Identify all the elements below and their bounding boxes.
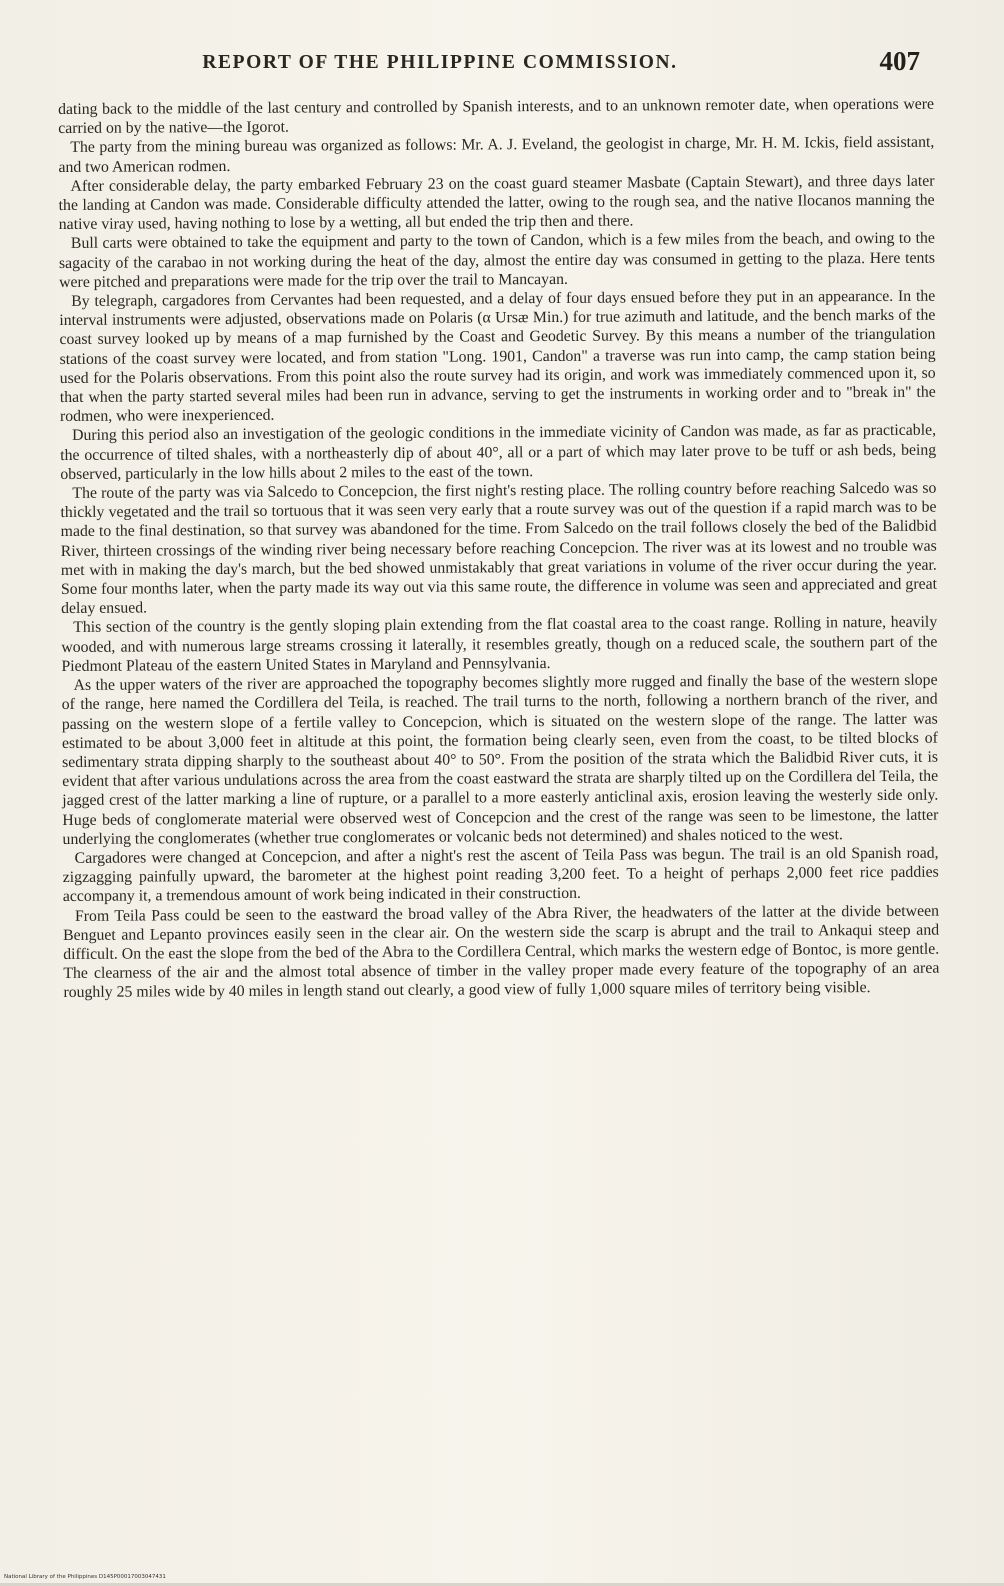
paragraph-10: Cargadores were changed at Concepcion, and after a night's rest the ascent of Teila Pass was begun. The trail is an old Spanish road, zigzagging painfully upward, the barometer at the highest point reading 3,200 feet. To a height of perhaps 2,000 feet rice paddies accompany it, a tremendous amount of work being indicated in their construction. [62,844,939,906]
page-header [40,46,920,86]
paragraph-3: After considerable delay, the party embarked February 23 on the coast guard steamer Masbate (Captain Stewart), and three days later the landing at Candon was made. Considerable difficulty attended the latter, owing to the rough sea, and the native Ilocanos manning the native viray used, having nothing to lose by a wetting, all but ended the trip then and there. [58,172,935,234]
paragraph-5: By telegraph, cargadores from Cervantes had been requested, and a delay of four days ensued before they put in an appearance. In the interval instruments were adjusted, observations made on Polaris (α Ursæ Min.) for true azimuth and latitude, and the bench marks of the coast survey looked up by means of a map furnished by the Coast and Geodetic Survey. By this means a number of the triangulation stations of the coast survey were located, and from station "Long. 1901, Candon" a traverse was run into camp, the camp station being used for the Polaris observations. From this point also the route survey had its origin, and work was immediately commenced upon it, so that when the party started several miles had been run in advance, serving to get the instruments in working order and to "break in" the rodmen, who were inexperienced. [59,287,936,426]
running-head-title: REPORT OF THE PHILIPPINE COMMISSION. [202,52,678,73]
paragraph-1: dating back to the middle of the last century and controlled by Spanish interests, and to an unknown remoter date, when operations were carried on by the native—the Igorot. [58,95,935,138]
paragraph-2: The party from the mining bureau was organized as follows: Mr. A. J. Eveland, the geologist in charge, Mr. H. M. Ickis, field assistant, and two American rodmen. [58,134,935,176]
paragraph-7: The route of the party was via Salcedo to Concepcion, the first night's resting place. The rolling country before reaching Salcedo was so thickly vegetated and the trail so tortuous that it was seen very early that a route survey was out of the question if a rapid march was to be made to the final destination, so that survey was abandoned for the time. From Salcedo on the trail follows closely the bed of the Balidbid River, thirteen crossings of the winding river being necessary before reaching Concepcion. The river was at its lowest and no trouble was met with in making the day's march, but the bed showed unmistakably that great variations in volume of the river occur during the year. Some four months later, when the party made its way out via this same route, the difference in volume was seen and appreciated and great delay ensued. [60,479,938,618]
paragraph-9: As the upper waters of the river are approached the topography becomes slightly more rugged and finally the base of the western slope of the range, here named the Cordillera del Teila, is reached. The trail turns to the north, following a northern branch of the river, and passing on the western slope of a fertile valley to Concepcion, which is situated on the western slope of the range. The latter was estimated to be about 3,000 feet in altitude at this point, the formation being clearly seen, even from the coast, to be tilted blocks of sedimentary strata dipping sharply to the southeast about 40° to 50°. From the position of the strata which the Balidbid River cuts, it is evident that after various undulations across the area from the coast eastward the strata are sharply tilted up on the Cordillera del Teila, the jagged crest of the latter marking a line of rupture, or a parallel to a more easterly anticlinal axis, erosion leaving the westerly side only. Huge beds of conglomerate material were observed west of Concepcion and the crest of the range was seen to be limestone, the latter underlying the conglomerates (whether true conglomerates or volcanic beds not determined) and shales noticed to the west. [61,671,939,848]
paragraph-6: During this period also an investigation of the geologic conditions in the immediate vicinity of Candon was made, as far as practicable, the occurrence of tilted shales, with a northeasterly dip of about 40°, all or a part of which may later prove to be tuff or ash beds, being observed, particularly in the low hills about 2 miles to the east of the town. [60,422,937,483]
paragraph-11: From Teila Pass could be seen to the eastward the broad valley of the Abra River, the headwaters of the latter at the divide between Benguet and Lepanto provinces easily seen in the clear air. On the western side the scarp is abrupt and the trail to Ankaqui steep and difficult. On the east the slope from the bed of the Abra to the Cordillera Central, which marks the western edge of Bontoc, is more gentle. The clearness of the air and the almost total absence of timber in the valley proper made every feature of the topography of an area roughly 25 miles wide by 40 miles in length stand out clearly, a good view of fully 1,000 square miles of territory being visible. [63,902,940,1002]
page-number: 407 [879,46,920,76]
paragraph-8: This section of the country is the gently sloping plain extending from the flat coastal area to the coast range. Rolling in nature, heavily wooded, and with numerous large streams crossing it laterally, it resembles greatly, though on a reduced scale, the southern part of the Piedmont Plateau of the eastern United States in Maryland and Pennsylvania. [61,614,938,675]
body-text [58,95,939,1003]
paragraph-4: Bull carts were obtained to take the equipment and party to the town of Candon, which is a few miles from the beach, and owing to the sagacity of the carabao in not working during the heat of the day, almost the entire day was consumed in getting to the plaza. Here tents were pitched and preparations were made for the trip over the trail to Mancayan. [58,230,936,291]
scan-source-footer: National Library of the Philippines D145P00017003047431 [4,1574,166,1580]
